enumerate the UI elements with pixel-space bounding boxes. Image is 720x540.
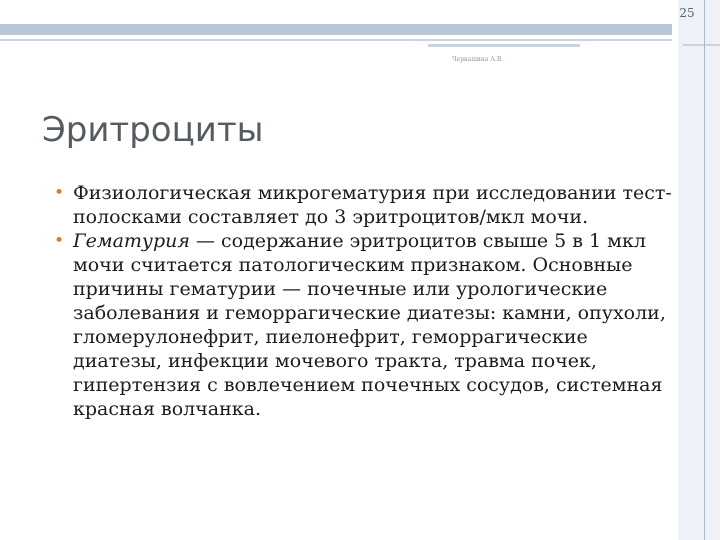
- vertical-decor-line: [704, 0, 705, 540]
- header-decor-short-line: [428, 44, 580, 47]
- bullet-text: — содержание эритроцитов свыше 5 в 1 мкл мочи считается патологическим признаком. Основные причины гематурии — почечные или урологические заболевания и геморрагические диатезы: камни, опухоли, гломерулонефрит, пиелонефрит, геморрагические диатезы, инфекции мочевого тракта, травма почек, гипертензия с вовлечением почечных сосудов, системная красная волчанка.: [73, 230, 666, 420]
- bullet-text: Физиологическая микрогематурия при исследовании тест-полосками составляет до 3 эритроцитов/мкл мочи.: [73, 182, 672, 228]
- bullet-term: Гематурия: [73, 230, 190, 252]
- right-decor-line: [683, 44, 720, 46]
- slide-title: Эритроциты: [42, 110, 264, 150]
- header-decor-line: [0, 39, 672, 41]
- bullet-item: [52, 181, 682, 229]
- bullet-marker: •: [54, 183, 65, 203]
- bullet-marker: •: [54, 231, 65, 251]
- header-decor-bar: [0, 24, 672, 35]
- author-label: Черкашина А.В.: [452, 56, 504, 63]
- bullet-list: [52, 181, 682, 421]
- bullet-item: [52, 229, 682, 421]
- page-number: 25: [679, 6, 695, 20]
- right-decor-strip: [678, 0, 720, 540]
